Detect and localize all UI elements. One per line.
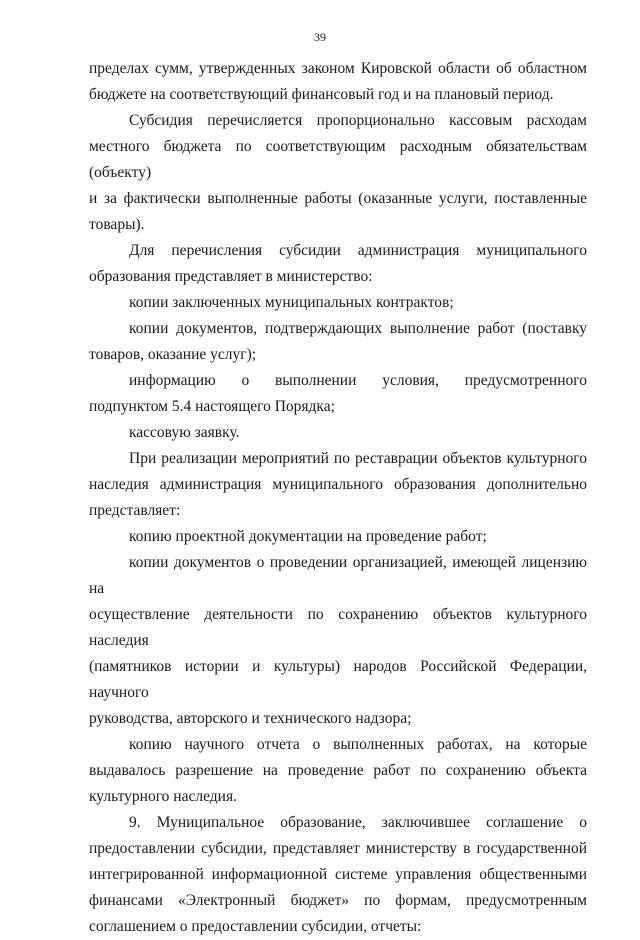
paragraph <box>89 56 587 108</box>
text-line: копии документов о проведении организацией, имеющей лицензию на <box>89 554 587 597</box>
text-line: товаров, оказание услуг); <box>89 346 257 363</box>
paragraph <box>89 550 587 732</box>
text-line: руководства, авторского и технического надзора; <box>89 710 412 727</box>
text-line: копию научного отчета о выполненных работах, на которые <box>129 736 587 753</box>
paragraph <box>89 420 587 446</box>
text-line: информацию о выполнении условия, предусмотренного <box>129 372 587 389</box>
text-line: 9. Муниципальное образование, заключившее соглашение о <box>129 814 587 831</box>
text-line: местного бюджета по соответствующим расходным обязательствам (объекту) <box>89 138 587 181</box>
text-line: образования представляет в министерство: <box>89 268 373 285</box>
paragraph <box>89 108 587 238</box>
text-line: подпунктом 5.4 настоящего Порядка; <box>89 398 335 415</box>
text-line: интегрированной информационной системе управления общественными <box>89 866 587 883</box>
text-line: Субсидия перечисляется пропорционально кассовым расходам <box>129 112 587 129</box>
paragraph <box>89 524 587 550</box>
text-line: представляет: <box>89 502 181 519</box>
text-line: соглашением о предоставлении субсидии, отчеты: <box>89 918 422 935</box>
paragraph <box>89 316 587 368</box>
paragraph <box>89 238 587 290</box>
document-body <box>89 56 587 940</box>
text-line: финансами «Электронный бюджет» по формам, предусмотренным <box>89 892 587 909</box>
page-number: 39 <box>314 30 326 44</box>
text-line: и за фактически выполненные работы (оказанные услуги, поставленные <box>89 190 587 207</box>
paragraph <box>89 368 587 420</box>
text-line: При реализации мероприятий по реставрации объектов культурного <box>129 450 587 467</box>
paragraph <box>89 446 587 524</box>
text-line: осуществление деятельности по сохранению объектов культурного наследия <box>89 606 587 649</box>
text-line: копии документов, подтверждающих выполнение работ (поставку <box>129 320 587 337</box>
text-line: копии заключенных муниципальных контрактов; <box>129 294 454 311</box>
text-line: пределах сумм, утвержденных законом Кировской области об областном <box>89 60 587 77</box>
text-line: копию проектной документации на проведение работ; <box>129 528 487 545</box>
paragraph <box>89 732 587 810</box>
text-line: предоставлении субсидии, представляет министерству в государственной <box>89 840 587 857</box>
text-line: (памятников истории и культуры) народов Российской Федерации, научного <box>89 658 587 701</box>
text-line: кассовую заявку. <box>129 424 240 441</box>
text-line: наследия администрация муниципального образования дополнительно <box>89 476 587 493</box>
text-line: Для перечисления субсидии администрация муниципального <box>129 242 587 259</box>
paragraph <box>89 810 587 940</box>
text-line: выдавалось разрешение на проведение работ по сохранению объекта <box>89 762 587 779</box>
text-line: культурного наследия. <box>89 788 237 805</box>
text-line: товары). <box>89 216 145 233</box>
text-line: бюджете на соответствующий финансовый год и на плановый период. <box>89 86 554 103</box>
paragraph <box>89 290 587 316</box>
